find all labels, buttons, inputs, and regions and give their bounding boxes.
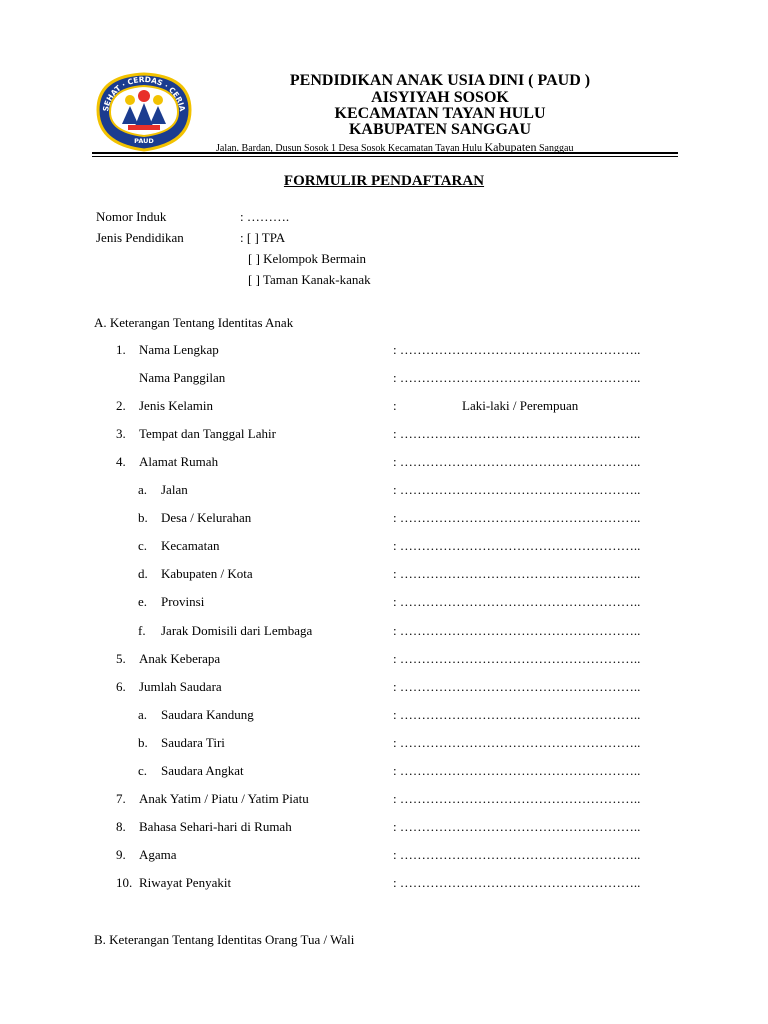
logo-bottom-text: PAUD <box>134 137 154 145</box>
item-number: b. <box>138 735 148 750</box>
item-label: Jenis Kelamin <box>139 398 214 413</box>
fill-in-field[interactable]: : ……………………………………………….. <box>393 679 641 694</box>
gender-options[interactable]: Laki-laki / Perempuan <box>462 398 579 413</box>
item-number: 3. <box>116 426 126 441</box>
item-number: 4. <box>116 454 126 469</box>
item-number: a. <box>138 707 148 722</box>
item-label: Jalan <box>161 482 188 497</box>
nomor-induk-field[interactable]: : ………. <box>240 209 290 224</box>
paud-logo <box>94 70 194 152</box>
item-label: Jarak Domisili dari Lembaga <box>161 623 313 638</box>
item-number: c. <box>138 763 148 778</box>
fill-in-field[interactable]: : ……………………………………………….. <box>393 482 641 497</box>
item-label: Provinsi <box>161 594 205 609</box>
header-divider-thin <box>92 156 678 157</box>
item-label: Agama <box>139 847 177 862</box>
gender-colon: : <box>393 398 397 413</box>
header-line-2: AISYIYAH SOSOK <box>371 89 509 106</box>
fill-in-field[interactable]: : ……………………………………………….. <box>393 510 641 525</box>
fill-in-field[interactable]: : ……………………………………………….. <box>393 370 641 385</box>
item-label: Kecamatan <box>161 538 220 553</box>
item-label: Kabupaten / Kota <box>161 566 253 581</box>
option-kelompok-bermain[interactable]: [ ] Kelompok Bermain <box>248 251 367 266</box>
address-main: Jalan. Bardan, Dusun Sosok 1 Desa Sosok Kecamatan Tayan Hulu <box>216 143 483 154</box>
fill-in-field[interactable]: : ……………………………………………….. <box>393 847 641 862</box>
section-a-heading: A. Keterangan Tentang Identitas Anak <box>94 315 294 330</box>
fill-in-field[interactable]: : ……………………………………………….. <box>393 426 641 441</box>
item-number: 9. <box>116 847 126 862</box>
item-number: 1. <box>116 342 126 357</box>
item-label: Saudara Tiri <box>161 735 225 750</box>
item-number: d. <box>138 566 148 581</box>
fill-in-field[interactable]: : ……………………………………………….. <box>393 735 641 750</box>
item-label: Anak Keberapa <box>139 651 221 666</box>
fill-in-field[interactable]: : ……………………………………………….. <box>393 454 641 469</box>
fill-in-field[interactable]: : ……………………………………………….. <box>393 342 641 357</box>
option-taman-kanak-kanak[interactable]: [ ] Taman Kanak-kanak <box>248 272 371 287</box>
item-label: Riwayat Penyakit <box>139 875 232 890</box>
fill-in-field[interactable]: : ……………………………………………….. <box>393 819 641 834</box>
fill-in-field[interactable]: : ……………………………………………….. <box>393 707 641 722</box>
form-title: FORMULIR PENDAFTARAN <box>283 173 485 189</box>
item-label: Alamat Rumah <box>139 454 219 469</box>
item-label: Nama Panggilan <box>139 370 226 385</box>
header-line-1: PENDIDIKAN ANAK USIA DINI ( PAUD ) <box>289 72 591 89</box>
fill-in-field[interactable]: : ……………………………………………….. <box>393 875 641 890</box>
item-label: Bahasa Sehari-hari di Rumah <box>139 819 292 834</box>
item-label: Jumlah Saudara <box>139 679 222 694</box>
address-kabupaten: Kabupaten <box>484 140 537 154</box>
item-number: 10. <box>116 875 133 890</box>
item-label: Desa / Kelurahan <box>161 510 252 525</box>
item-number: b. <box>138 510 148 525</box>
fill-in-field[interactable]: : ……………………………………………….. <box>393 566 641 581</box>
fill-in-field[interactable]: : ……………………………………………….. <box>393 651 641 666</box>
item-number: e. <box>138 594 148 609</box>
item-label: Anak Yatim / Piatu / Yatim Piatu <box>139 791 309 806</box>
item-number: f. <box>138 623 146 638</box>
header-line-3: KECAMATAN TAYAN HULU <box>334 105 546 122</box>
option-tpa[interactable]: : [ ] TPA <box>240 230 286 245</box>
item-label: Nama Lengkap <box>139 342 219 357</box>
header-divider-thick <box>92 152 678 154</box>
fill-in-field[interactable]: : ……………………………………………….. <box>393 594 641 609</box>
nomor-induk-label: Nomor Induk <box>96 209 167 224</box>
item-number: 2. <box>116 398 126 413</box>
item-number: 6. <box>116 679 126 694</box>
fill-in-field[interactable]: : ……………………………………………….. <box>393 791 641 806</box>
item-number: c. <box>138 538 148 553</box>
item-number: 7. <box>116 791 126 806</box>
address-end: Sanggau <box>539 143 574 154</box>
item-number: 5. <box>116 651 126 666</box>
fill-in-field[interactable]: : ……………………………………………….. <box>393 623 641 638</box>
item-label: Saudara Kandung <box>161 707 254 722</box>
logo-arc-text: SEHAT · CERDAS · CERIA <box>101 74 187 113</box>
item-number: 8. <box>116 819 126 834</box>
header-line-4: KABUPATEN SANGGAU <box>348 121 532 138</box>
section-b-heading: B. Keterangan Tentang Identitas Orang Tua / Wali <box>94 932 355 947</box>
item-label: Tempat dan Tanggal Lahir <box>139 426 276 441</box>
fill-in-field[interactable]: : ……………………………………………….. <box>393 538 641 553</box>
item-number: a. <box>138 482 148 497</box>
jenis-pendidikan-label: Jenis Pendidikan <box>96 230 184 245</box>
fill-in-field[interactable]: : ……………………………………………….. <box>393 763 641 778</box>
item-label: Saudara Angkat <box>161 763 244 778</box>
